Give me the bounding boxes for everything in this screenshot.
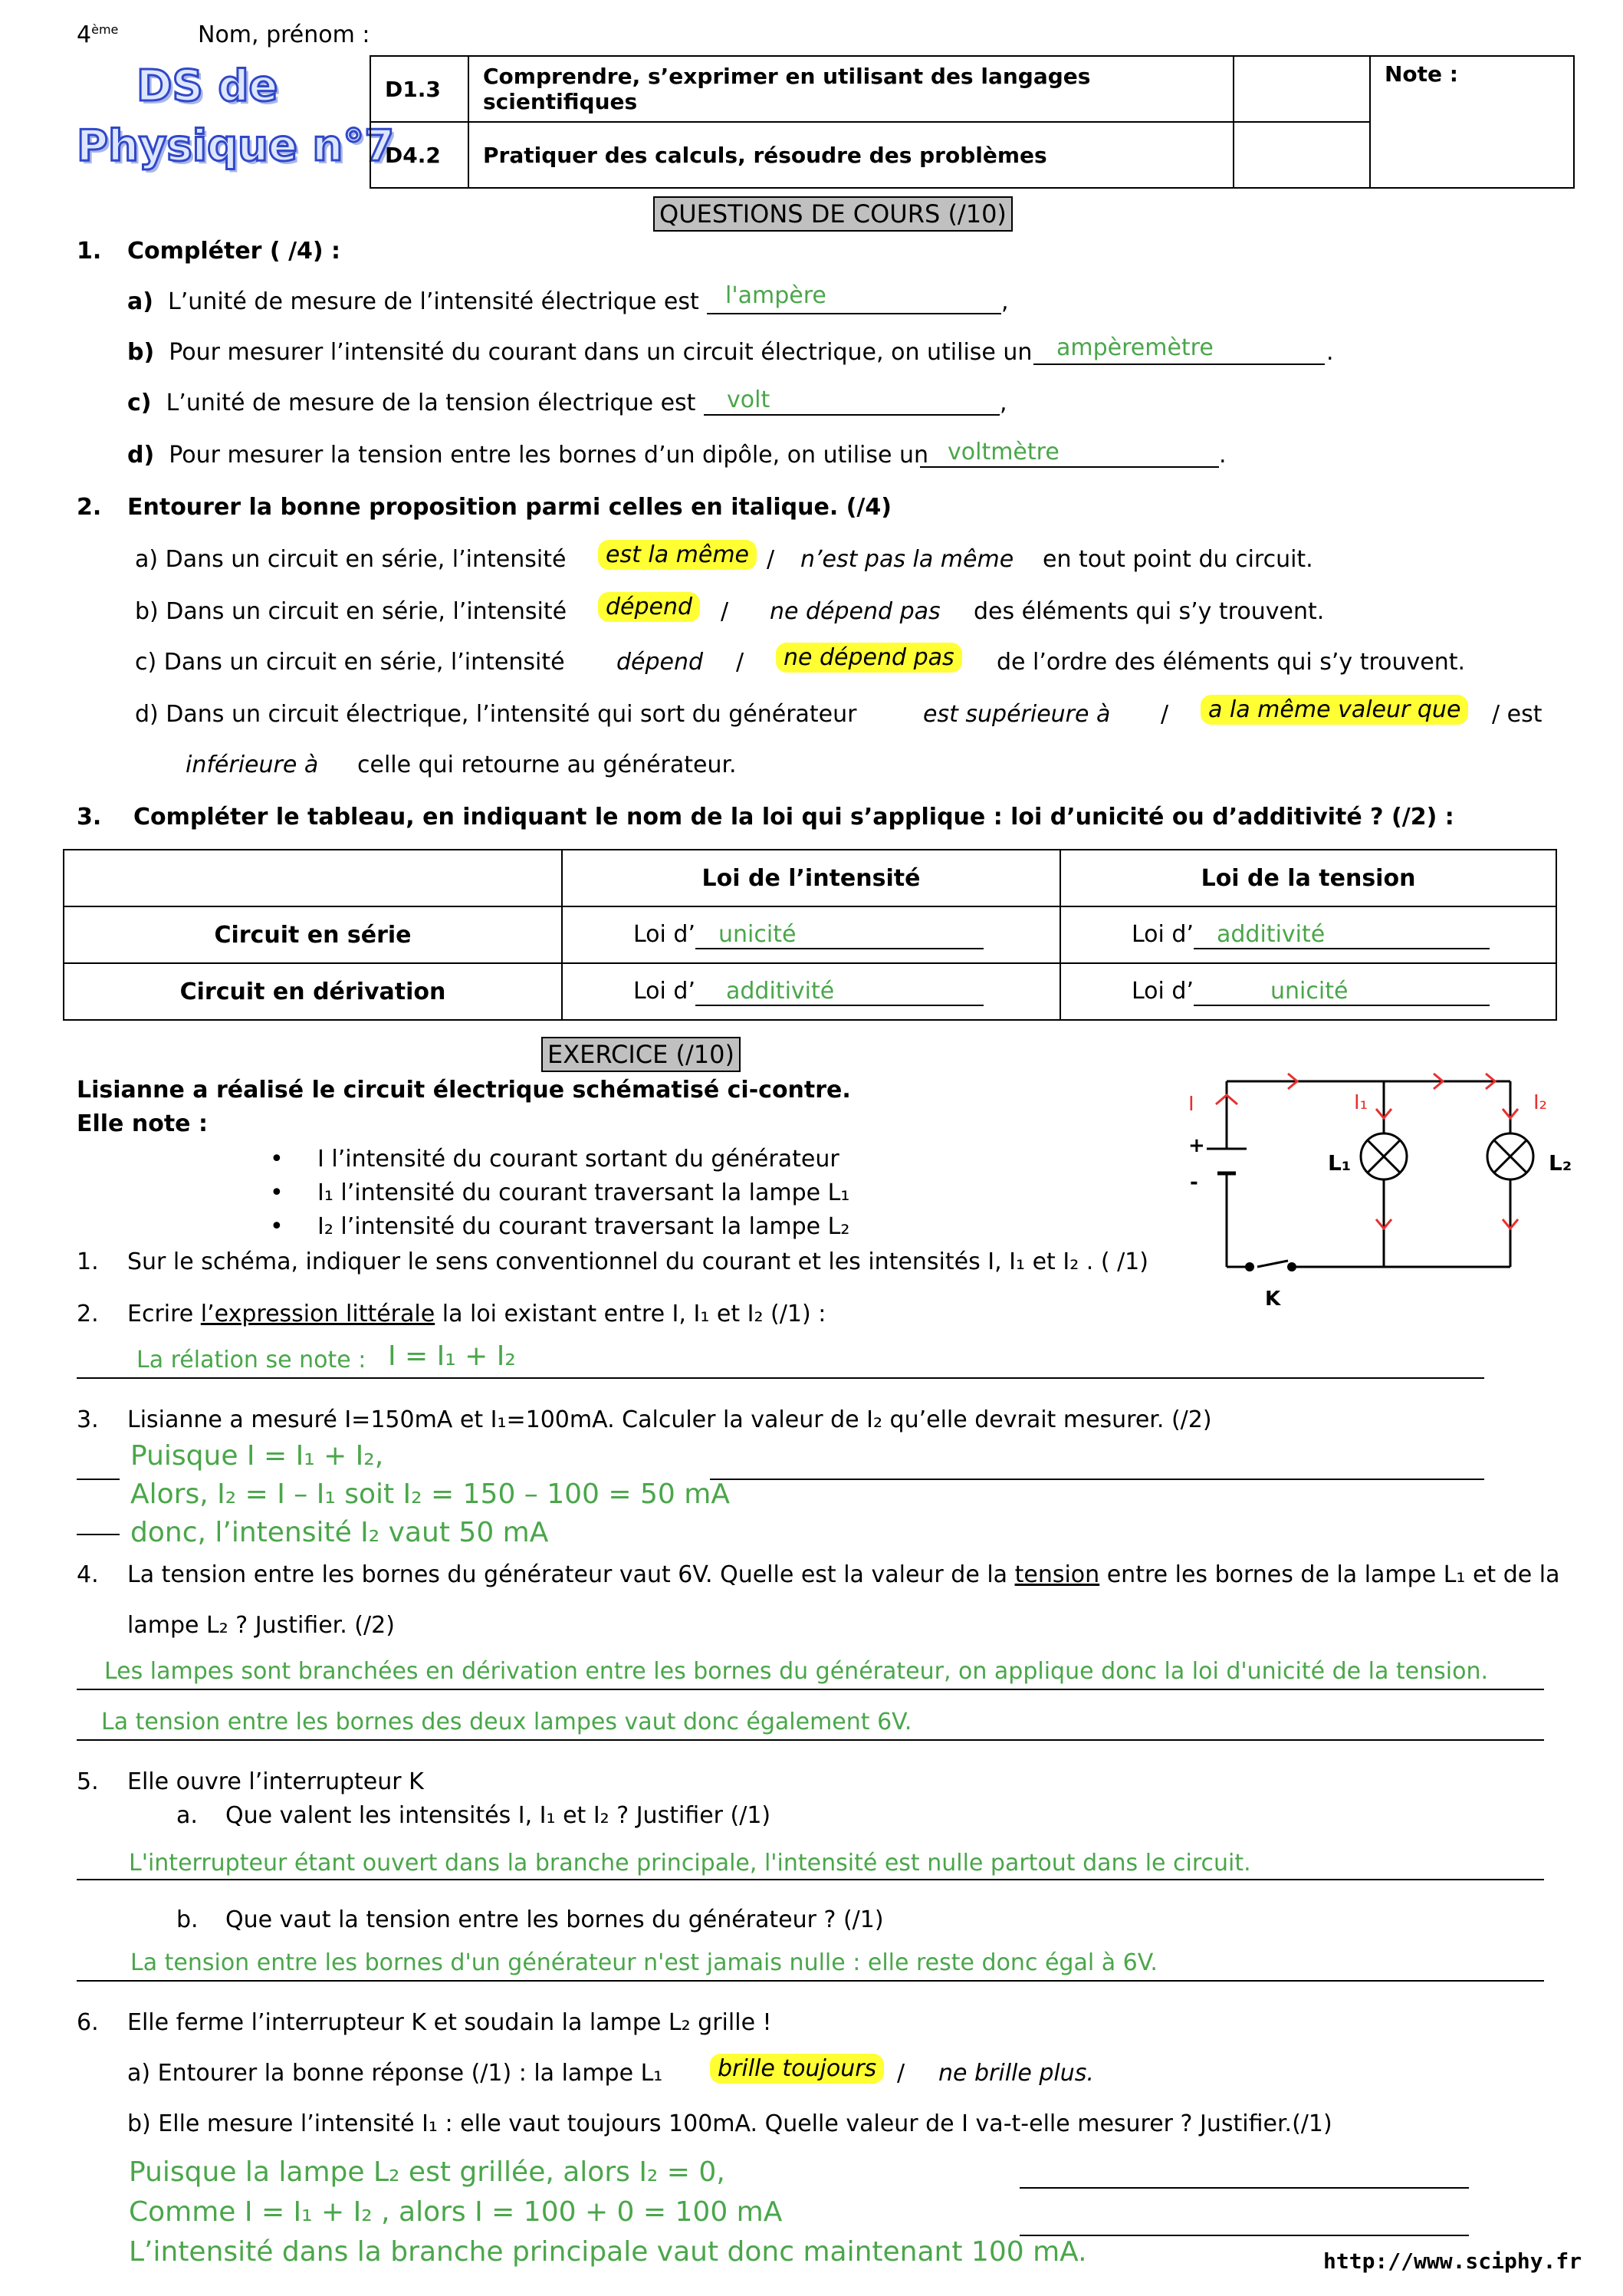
exercise-intro: Lisianne a réalisé le circuit électrique schématisé ci-contre. [77, 1077, 851, 1104]
q1b-end: . [1326, 339, 1334, 366]
q1-item: b) Pour mesurer l’intensité du courant dans un circuit électrique, on utilise un [127, 339, 1033, 366]
e6a-option[interactable]: ne brille plus. [938, 2060, 1094, 2087]
q2a-option[interactable]: n’est pas la même [800, 546, 1014, 573]
answer-e4-line: Les lampes sont branchées en dérivation entre les bornes du générateur, on applique donc la loi d'unicité de la tension. [104, 1658, 1488, 1685]
q2a-option-selected[interactable]: est la même [598, 540, 757, 570]
answer-e3-line: Alors, I₂ = I – I₁ soit I₂ = 150 – 100 = 50 mA [130, 1479, 730, 1510]
label-I1: I₁ [1354, 1091, 1368, 1114]
lamp-l2-icon [1487, 1133, 1533, 1179]
e4-number: 4. [77, 1561, 99, 1588]
answer-e2-formula: I = I₁ + I₂ [388, 1340, 516, 1372]
bullet-icon: • [270, 1146, 284, 1173]
q2c-sep: / [736, 649, 744, 676]
table-row [64, 963, 1556, 1020]
q2c-lead: c) Dans un circuit en série, l’intensité [135, 649, 565, 676]
e1-number: 1. [77, 1248, 99, 1275]
blank-line [704, 414, 1000, 416]
col-intensity: Loi de l’intensité [562, 850, 1060, 906]
q2-number: 2. [77, 494, 102, 521]
answer-q1c: volt [727, 387, 770, 413]
e5b-text: Que vaut la tension entre les bornes du générateur ? (/1) [225, 1906, 884, 1933]
q2a-tail: en tout point du circuit. [1043, 546, 1313, 573]
skills-table [370, 55, 1575, 189]
bullet-item: I₂ l’intensité du courant traversant la lampe L₂ [317, 1213, 850, 1240]
answer-q1b: ampèremètre [1056, 334, 1214, 361]
q2d-lead: d) Dans un circuit électrique, l’intensité qui sort du générateur [135, 701, 857, 728]
label-L1: L₁ [1328, 1150, 1352, 1176]
row-label: Circuit en dérivation [64, 963, 562, 1020]
answer-e5a: L'interrupteur étant ouvert dans la branche principale, l'intensité est nulle partout dans le circuit. [129, 1850, 1251, 1877]
skill-code: D1.3 [370, 56, 468, 122]
q2d-sep2: / est [1492, 701, 1543, 728]
q2d-option[interactable]: est supérieure à [923, 701, 1111, 728]
q2a-lead: a) Dans un circuit en série, l’intensité [135, 546, 567, 573]
e6-text: Elle ferme l’interrupteur K et soudain la lampe L₂ grille ! [127, 2009, 772, 2036]
answer-e3-line: donc, l’intensité I₂ vaut 50 mA [130, 1517, 549, 1548]
q1-title: Compléter ( /4) : [127, 238, 341, 265]
cell-tension: Loi d’ unicité [1060, 963, 1556, 1020]
e3-number: 3. [77, 1406, 99, 1433]
label-I2: I₂ [1533, 1091, 1548, 1114]
q2-title: Entourer la bonne proposition parmi celles en italique. (/4) [127, 494, 892, 521]
section-title-cours: QUESTIONS DE COURS (/10) [653, 196, 1013, 232]
bullet-icon: • [270, 1213, 284, 1240]
label-K: K [1265, 1288, 1281, 1311]
e5-text: Elle ouvre l’interrupteur K [127, 1768, 424, 1795]
cell-intensity: Loi d’ unicité [562, 906, 1060, 963]
blank-line [920, 466, 1219, 468]
cell-tension: Loi d’ additivité [1060, 906, 1556, 963]
answer-q1a: l'ampère [725, 282, 826, 309]
q1-item: c) L’unité de mesure de la tension électrique est [127, 390, 696, 416]
q2d-tail: celle qui retourne au générateur. [357, 752, 737, 778]
logo-line2: Physique n°7 [77, 121, 395, 171]
q2b-lead: b) Dans un circuit en série, l’intensité [135, 598, 567, 625]
e6a-lead: a) Entourer la bonne réponse (/1) : la lampe L₁ [127, 2060, 663, 2087]
switch-terminal [1287, 1262, 1296, 1271]
row-label: Circuit en série [64, 906, 562, 963]
skill-text: Pratiquer des calculs, résoudre des problèmes [468, 122, 1234, 188]
q2d-option-selected[interactable]: a la même valeur que [1201, 695, 1468, 725]
e5a-letter: a. [176, 1802, 198, 1829]
label-minus: - [1190, 1171, 1198, 1194]
answer-e4-line: La tension entre les bornes des deux lampes vaut donc également 6V. [101, 1709, 912, 1735]
answer-q1d: voltmètre [948, 439, 1060, 465]
e3-text: Lisianne a mesuré I=150mA et I₁=100mA. Calculer la valeur de I₂ qu’elle devrait mesurer. (/2) [127, 1406, 1212, 1433]
e2-text: Ecrire l’expression littérale la loi existant entre I, I₁ et I₂ (/1) : [127, 1301, 826, 1327]
q2c-tail: de l’ordre des éléments qui s’y trouvent. [997, 649, 1466, 676]
q1c-end: , [1000, 390, 1007, 416]
q1a-end: , [1001, 288, 1009, 315]
q2b-option[interactable]: ne dépend pas [770, 598, 941, 625]
bullet-icon: • [270, 1179, 284, 1206]
e6a-sep: / [897, 2060, 905, 2087]
q1d-end: . [1219, 442, 1227, 469]
q1-item: a) L’unité de mesure de l’intensité électrique est [127, 288, 699, 315]
label-plus: + [1188, 1134, 1205, 1157]
note-cell: Note : [1370, 56, 1574, 188]
q2c-option-selected[interactable]: ne dépend pas [776, 643, 962, 673]
answer-e3-line: Puisque I = I₁ + I₂, [130, 1440, 384, 1472]
switch-terminal [1245, 1262, 1254, 1271]
exercise-intro2: Elle note : [77, 1110, 208, 1137]
label-L2: L₂ [1549, 1150, 1572, 1176]
e4-text: La tension entre les bornes du générateur vaut 6V. Quelle est la valeur de la tension entre les bornes de la lampe L₁ et de la [127, 1561, 1560, 1588]
footer-url[interactable]: http://www.sciphy.fr [1323, 2248, 1582, 2274]
answer-e6b-line: Comme I = I₁ + I₂ , alors I = 100 + 0 = 100 mA [129, 2196, 783, 2228]
e6a-option-selected[interactable]: brille toujours [710, 2054, 884, 2084]
e6-number: 6. [77, 2009, 99, 2036]
q2a-sep: / [767, 546, 775, 573]
col-tension: Loi de la tension [1060, 850, 1556, 906]
bullet-item: I l’intensité du courant sortant du générateur [317, 1146, 839, 1173]
e1-text: Sur le schéma, indiquer le sens conventionnel du courant et les intensités I, I₁ et I₂ . ( /1) [127, 1248, 1148, 1275]
blank-line [707, 313, 1001, 314]
circuit-diagram [1173, 1066, 1602, 1319]
q3-number: 3. [77, 804, 102, 831]
e5a-text: Que valent les intensités I, I₁ et I₂ ? Justifier (/1) [225, 1802, 771, 1829]
bullet-item: I₁ l’intensité du courant traversant la lampe L₁ [317, 1179, 850, 1206]
laws-table [63, 849, 1557, 1021]
lamp-l1-icon [1361, 1133, 1407, 1179]
answer-e6b-line: Puisque la lampe L₂ est grillée, alors I₂ = 0, [129, 2156, 725, 2188]
skill-code: D4.2 [370, 122, 468, 188]
label-I: I [1188, 1093, 1194, 1116]
logo-line1: DS de [136, 61, 278, 111]
e2-number: 2. [77, 1301, 99, 1327]
level-label: 4ème [77, 21, 119, 48]
q2b-option-selected[interactable]: dépend [598, 592, 700, 622]
e6b-text: b) Elle mesure l’intensité I₁ : elle vaut toujours 100mA. Quelle valeur de I va-t-elle mesurer ? Justifier.(/1) [127, 2110, 1332, 2137]
e5-number: 5. [77, 1768, 99, 1795]
q1-item: d) Pour mesurer la tension entre les bornes d’un dipôle, on utilise un [127, 442, 929, 469]
blank-line [1033, 363, 1325, 365]
e5b-letter: b. [176, 1906, 199, 1933]
table-row [64, 906, 1556, 963]
answer-line [77, 1377, 1484, 1379]
q2b-tail: des éléments qui s’y trouvent. [974, 598, 1325, 625]
answer-e5b: La tension entre les bornes d'un générateur n'est jamais nulle : elle reste donc égal à 6V. [130, 1949, 1158, 1976]
q2c-option[interactable]: dépend [616, 649, 704, 676]
name-label: Nom, prénom : [198, 21, 370, 48]
q2d-sep: / [1161, 701, 1169, 728]
q1-number: 1. [77, 238, 102, 265]
cell-intensity: Loi d’ additivité [562, 963, 1060, 1020]
q2d-option[interactable]: inférieure à [186, 752, 319, 778]
section-title-exercice: EXERCICE (/10) [541, 1037, 741, 1072]
answer-e6b-line: L’intensité dans la branche principale vaut donc maintenant 100 mA. [129, 2236, 1087, 2268]
q3-title: Compléter le tableau, en indiquant le nom de la loi qui s’applique : loi d’unicité ou d’additivité ? (/2) : [133, 804, 1454, 831]
skill-text: Comprendre, s’exprimer en utilisant des langages scientifiques [468, 56, 1234, 122]
q2b-sep: / [721, 598, 729, 625]
e4-text2: lampe L₂ ? Justifier. (/2) [127, 1612, 395, 1639]
answer-e2-label: La rélation se note : [136, 1347, 366, 1373]
